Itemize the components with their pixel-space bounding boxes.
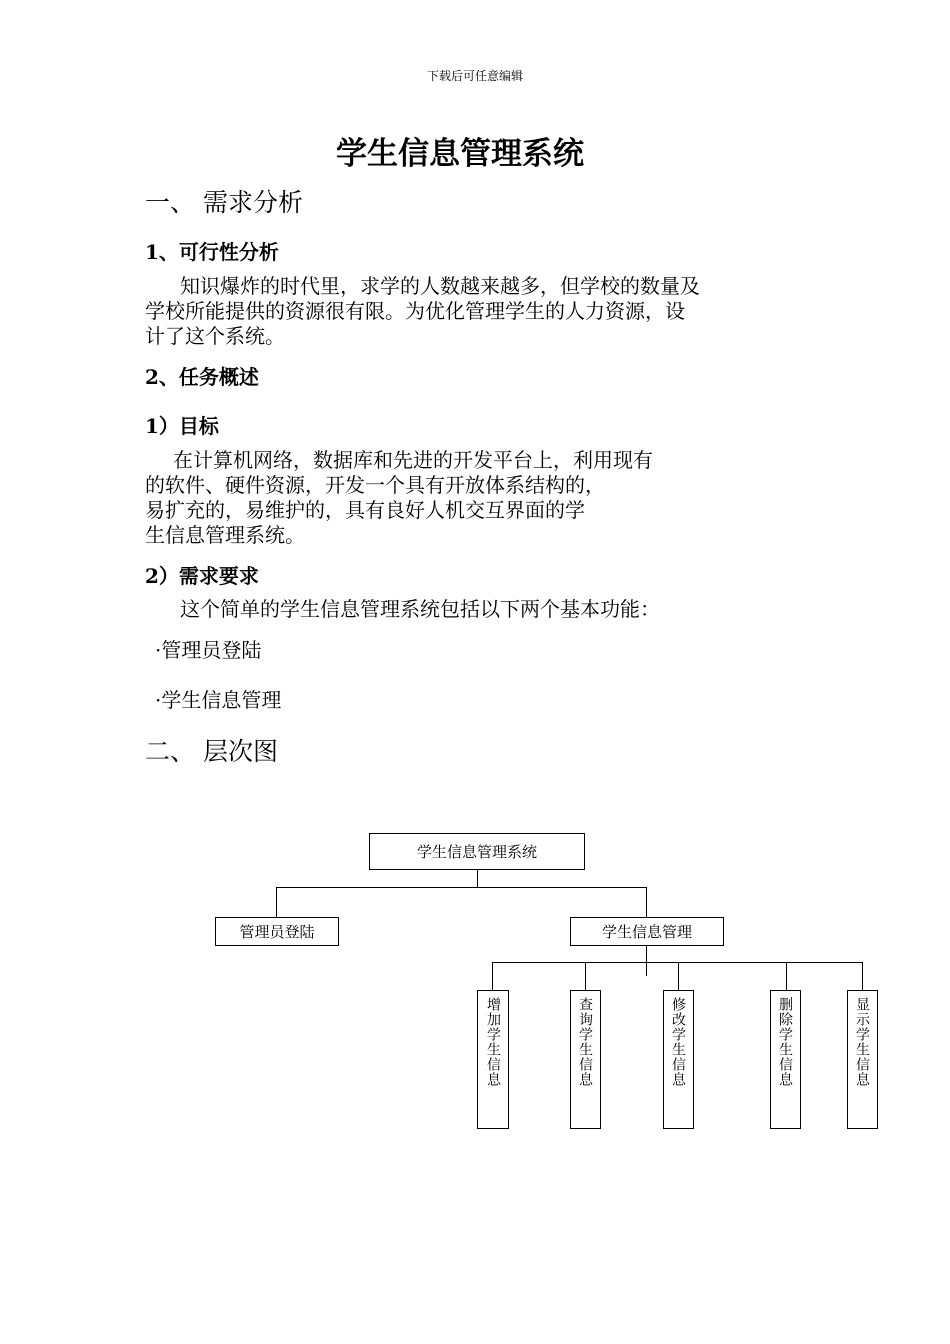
subheading-task-overview: 2、任务概述	[145, 365, 259, 389]
feasibility-line-1: 知识爆炸的时代里，求学的人数越来越多，但学校的数量及	[180, 274, 700, 298]
connector-to-display	[862, 962, 863, 990]
connector-to-add	[492, 962, 493, 990]
connector-to-modify	[678, 962, 679, 990]
subheading-feasibility: 1、可行性分析	[145, 240, 279, 264]
connector-management-down	[646, 945, 647, 976]
section-heading-requirements: 一、 需求分析	[145, 188, 303, 217]
section-heading-hierarchy: 二、 层次图	[145, 737, 278, 766]
node-admin-login: 管理员登陆	[215, 917, 339, 946]
connector-to-query	[585, 962, 586, 990]
node-modify-student: 修改学生信息	[663, 990, 694, 1129]
node-display-student: 显示学生信息	[847, 990, 878, 1129]
connector-root-down	[477, 869, 478, 888]
bullet-admin-login: ·管理员登陆	[155, 638, 262, 662]
node-delete-student: 删除学生信息	[770, 990, 801, 1129]
document-title: 学生信息管理系统	[336, 136, 584, 172]
node-root: 学生信息管理系统	[369, 833, 585, 870]
node-query-student: 查询学生信息	[570, 990, 601, 1129]
connector-level1-horizontal	[276, 887, 647, 888]
node-student-management: 学生信息管理	[570, 917, 724, 946]
feasibility-line-3: 计了这个系统。	[145, 324, 285, 348]
feasibility-line-2: 学校所能提供的资源很有限。为优化管理学生的人力资源，设	[145, 299, 685, 323]
node-add-student: 增加学生信息	[477, 990, 509, 1129]
requirements-intro: 这个简单的学生信息管理系统包括以下两个基本功能：	[180, 597, 660, 621]
connector-to-delete	[786, 962, 787, 990]
goal-line-3: 易扩充的，易维护的，具有良好人机交互界面的学	[145, 498, 585, 522]
page-header: 下载后可任意编辑	[426, 69, 523, 83]
goal-line-1: 在计算机网络，数据库和先进的开发平台上，利用现有	[173, 448, 653, 472]
subheading-goal: 1）目标	[145, 414, 219, 438]
goal-line-2: 的软件、硬件资源，开发一个具有开放体系结构的，	[145, 473, 605, 497]
connector-to-admin-login	[276, 887, 277, 917]
connector-to-student-management	[646, 887, 647, 917]
bullet-student-management: ·学生信息管理	[155, 688, 282, 712]
subheading-requirements: 2）需求要求	[145, 564, 259, 588]
goal-line-4: 生信息管理系统。	[145, 523, 305, 547]
